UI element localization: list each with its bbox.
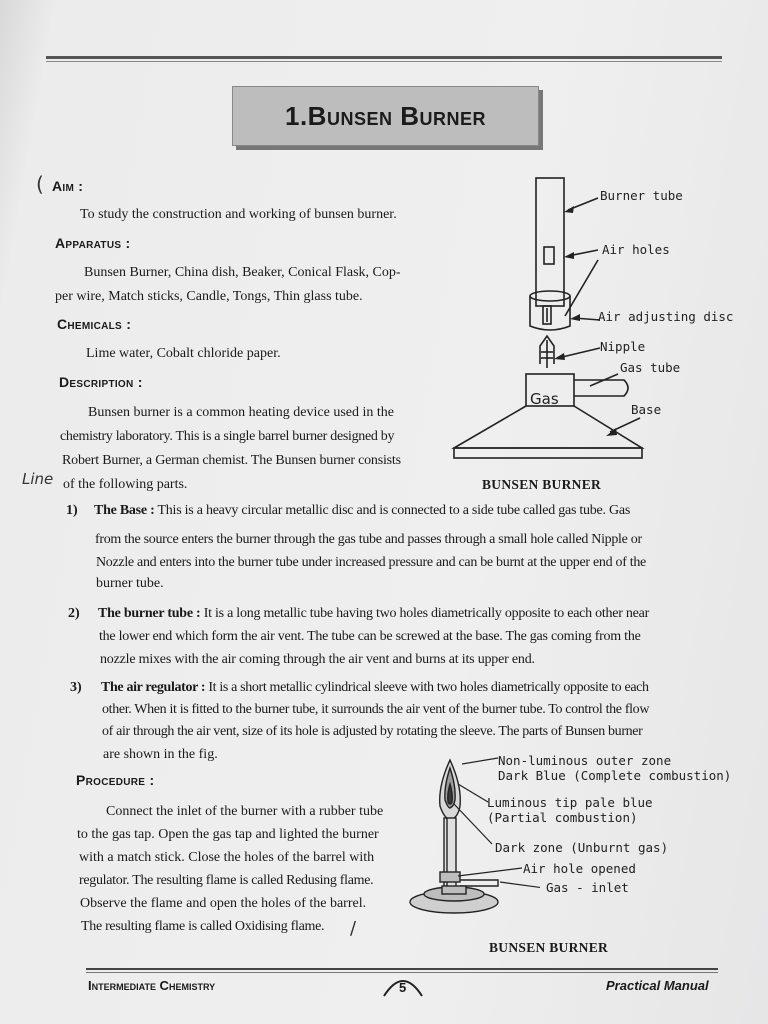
part-2-line-1: The burner tube : It is a long metallic tube having two holes diametrically opposite to each other near bbox=[98, 606, 649, 621]
bottom-rule bbox=[86, 968, 718, 970]
procedure-heading: Procedure : bbox=[76, 772, 155, 788]
description-line-4: of the following parts. bbox=[63, 477, 188, 492]
description-line-3: Robert Burner, a German chemist. The Bunsen burner consists bbox=[62, 453, 401, 468]
label-nipple: Nipple bbox=[600, 339, 646, 354]
part-3-line-3: of air through the air vent, size of its hole is adjusted by rotating the sleeve. The parts of Bunsen burner bbox=[102, 724, 643, 739]
figure-1-caption: BUNSEN BURNER bbox=[482, 477, 602, 492]
part-2-title: The burner tube : bbox=[98, 606, 201, 621]
page-title: 1.Bunsen Burner bbox=[285, 100, 486, 131]
label-non-luminous-zone: Non-luminous outer zone bbox=[498, 753, 672, 768]
part-3-number: 3) bbox=[70, 680, 82, 695]
chemicals-text: Lime water, Cobalt chloride paper. bbox=[86, 346, 281, 361]
procedure-line-5: Observe the flame and open the holes of the barrel. bbox=[80, 896, 367, 911]
top-rule-thin bbox=[46, 61, 722, 62]
handwritten-margin-note: Line bbox=[22, 470, 54, 488]
label-dark-zone: Dark zone (Unburnt gas) bbox=[495, 840, 669, 855]
label-partial-combustion: (Partial combustion) bbox=[487, 810, 638, 825]
page-number: 5 bbox=[399, 980, 407, 995]
part-1-title: The Base : bbox=[94, 503, 155, 518]
label-gas-inlet: Gas - inlet bbox=[546, 880, 629, 895]
label-gas-tube: Gas tube bbox=[620, 360, 681, 375]
label-air-hole-opened: Air hole opened bbox=[523, 861, 636, 876]
part-2-number: 2) bbox=[68, 606, 80, 621]
label-burner-tube: Burner tube bbox=[600, 188, 683, 203]
footer-manual-label: Practical Manual bbox=[606, 978, 709, 993]
part-1-line-4: burner tube. bbox=[96, 576, 164, 591]
part-2-line-2: the lower end which form the air vent. The tube can be screwed at the base. The gas coming from the bbox=[99, 629, 641, 644]
description-line-1: Bunsen burner is a common heating device used in the bbox=[88, 405, 394, 420]
part-3-line-4: are shown in the fig. bbox=[103, 747, 218, 762]
part-1-number: 1) bbox=[66, 503, 78, 518]
top-rule bbox=[46, 56, 722, 59]
handwritten-tick: / bbox=[350, 918, 357, 939]
description-heading: Description : bbox=[59, 374, 143, 390]
title-box bbox=[232, 86, 539, 146]
part-3-line-2: other. When it is fitted to the burner tube, it surrounds the air vent of the burner tube. To control the flow bbox=[102, 702, 650, 717]
part-1-line-2: from the source enters the burner through the gas tube and passes through a small hole called Nipple or bbox=[95, 532, 642, 547]
label-base: Base bbox=[631, 402, 662, 417]
gas-block-label: Gas bbox=[530, 390, 559, 408]
part-3-line-1: The air regulator : It is a short metallic cylindrical sleeve with two holes diametrically opposite to each bbox=[101, 680, 649, 695]
aim-heading: Aim : bbox=[52, 178, 84, 194]
procedure-line-2: to the gas tap. Open the gas tap and lighted the burner bbox=[77, 827, 379, 842]
label-luminous-tip: Luminous tip pale blue bbox=[487, 795, 653, 810]
label-complete-combustion: Dark Blue (Complete combustion) bbox=[498, 768, 732, 783]
chemicals-heading: Chemicals : bbox=[57, 316, 132, 332]
label-air-holes: Air holes bbox=[602, 242, 670, 257]
procedure-line-1: Connect the inlet of the burner with a rubber tube bbox=[106, 804, 384, 819]
procedure-line-6: The resulting flame is called Oxidising flame. bbox=[81, 919, 325, 934]
apparatus-line-1: Bunsen Burner, China dish, Beaker, Conical Flask, Cop- bbox=[84, 265, 401, 280]
part-3-title: The air regulator : bbox=[101, 680, 206, 695]
apparatus-heading: Apparatus : bbox=[55, 235, 131, 251]
aim-text: To study the construction and working of bunsen burner. bbox=[80, 207, 397, 222]
label-air-adjusting-disc: Air adjusting disc bbox=[598, 309, 734, 324]
procedure-line-4: regulator. The resulting flame is called Redusing flame. bbox=[79, 873, 374, 888]
footer-book-title: Intermediate Chemistry bbox=[88, 978, 216, 993]
part-1-line-1: The Base : This is a heavy circular metallic disc and is connected to a side tube called gas tube. Gas bbox=[94, 503, 631, 518]
figure-2-caption: BUNSEN BURNER bbox=[489, 940, 609, 955]
apparatus-line-2: per wire, Match sticks, Candle, Tongs, Thin glass tube. bbox=[55, 289, 363, 304]
description-line-2: chemistry laboratory. This is a single barrel burner designed by bbox=[60, 429, 395, 444]
part-2-line-3: nozzle mixes with the air coming through the air vent and burns at its upper end. bbox=[100, 652, 535, 667]
procedure-line-3: with a match stick. Close the holes of the barrel with bbox=[79, 850, 375, 865]
part-1-line-3: Nozzle and enters into the burner tube under increased pressure and can be burnt at the upper end of the bbox=[96, 555, 646, 570]
handwritten-bracket: ( bbox=[36, 172, 44, 196]
